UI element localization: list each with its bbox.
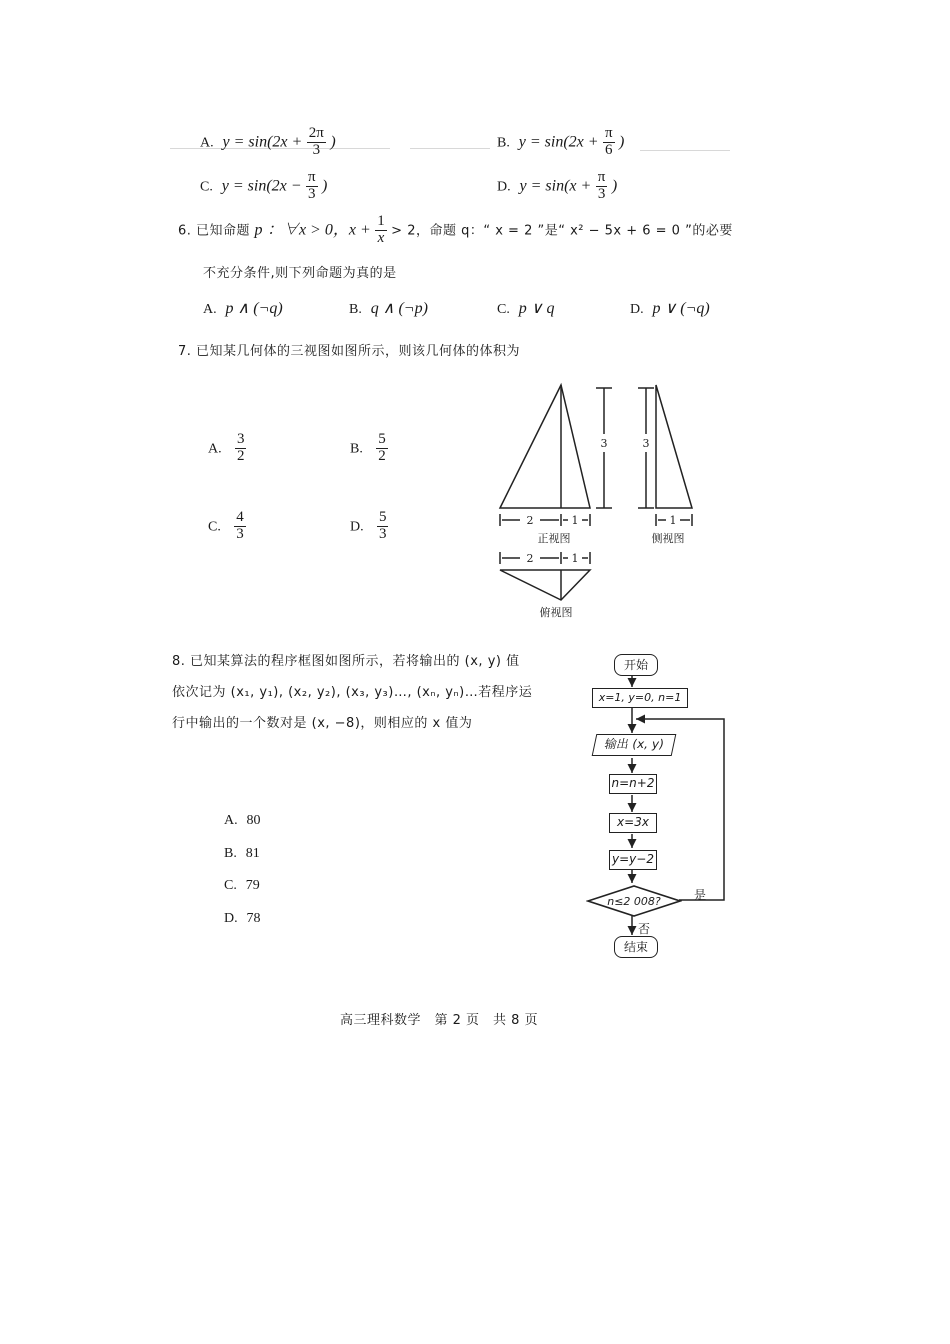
- option-label: C.: [208, 519, 221, 535]
- flow-step-y: y=y−2: [609, 850, 657, 870]
- three-view-figure: [490, 380, 710, 620]
- denominator: 3: [312, 141, 321, 158]
- flow-step-x: x=3x: [609, 813, 657, 833]
- q8-option-b: [224, 845, 260, 862]
- option-label: A.: [224, 813, 238, 828]
- top-width-left-label: 2: [526, 552, 534, 565]
- option-label: B.: [224, 846, 237, 861]
- option-label: D.: [350, 519, 364, 535]
- fraction: [377, 510, 389, 543]
- denominator: 2: [236, 447, 245, 464]
- denominator: 3: [236, 525, 244, 542]
- option-label: A.: [200, 135, 214, 151]
- formula-text: ): [611, 177, 618, 195]
- flow-no-label: 否: [638, 922, 651, 936]
- denominator: x: [377, 229, 385, 246]
- side-width-label: 1: [669, 514, 677, 527]
- formula-text: y = sin(2x −: [221, 177, 302, 195]
- numerator: π: [308, 169, 316, 185]
- front-view-caption: 正视图: [537, 532, 571, 545]
- q8-option-c: [224, 877, 260, 894]
- numerator: 4: [236, 509, 244, 525]
- option-label: A.: [203, 302, 217, 317]
- formula-text: ): [330, 133, 336, 151]
- numerator: 2π: [308, 125, 324, 141]
- question-text: > 2，命题 q：“ x = 2 ”是“ x² − 5x + 6 = 0 ”的必要: [391, 223, 733, 239]
- denominator: 3: [308, 185, 316, 202]
- denominator: 2: [378, 447, 386, 464]
- q8-stem-line3: 行中输出的一个数对是 (x, −8)，则相应的 x 值为: [172, 716, 473, 731]
- fraction: [234, 510, 246, 543]
- flow-init: x=1, y=0, n=1: [592, 688, 688, 708]
- q8-option-d: [224, 910, 261, 927]
- question-text: 6. 已知命题: [178, 223, 251, 239]
- q6-stem-line2: 不充分条件,则下列命题为真的是: [203, 266, 397, 281]
- q6-option-c: [497, 298, 554, 318]
- front-width-left-label: 2: [526, 514, 534, 527]
- option-value: 81: [245, 846, 260, 861]
- top-view-triangle: [500, 570, 590, 600]
- q6-option-a: [203, 298, 283, 318]
- formula-text: y = sin(2x +: [518, 133, 599, 151]
- q6-stem-line1: [178, 214, 733, 247]
- option-label: B.: [350, 441, 363, 457]
- flow-condition-text: n≤2 008?: [607, 895, 661, 908]
- flow-yes-label: 是: [694, 888, 707, 902]
- side-height-label: 3: [642, 437, 650, 450]
- front-height-label: 3: [600, 437, 608, 450]
- top-view-caption: 俯视图: [539, 606, 573, 619]
- formula-text: y = sin(x +: [519, 177, 592, 195]
- option-text: p ∧ (¬q): [225, 300, 283, 317]
- fraction: [596, 170, 608, 203]
- formula-text: ): [322, 177, 328, 195]
- denominator: 6: [605, 141, 613, 158]
- page-footer: 高三理科数学 第 2 页 共 8 页: [340, 1013, 539, 1028]
- numerator: 1: [377, 213, 385, 229]
- option-text: p ∨ (¬q): [652, 300, 710, 317]
- numerator: 5: [378, 431, 386, 447]
- fraction: [375, 214, 387, 247]
- fraction: [603, 126, 615, 159]
- flow-start: 开始: [614, 654, 658, 676]
- fraction: [376, 432, 388, 465]
- q5-option-c: [200, 170, 327, 203]
- fraction: [307, 126, 326, 159]
- numerator: 5: [378, 509, 387, 525]
- formula-text: y = sin(2x +: [222, 133, 303, 151]
- q5-option-b: [497, 126, 624, 159]
- side-view-caption: 侧视图: [651, 532, 685, 545]
- flow-condition-diamond: [586, 884, 682, 918]
- option-label: C.: [200, 179, 213, 195]
- q5-option-a: [200, 126, 336, 159]
- option-value: 80: [246, 813, 261, 828]
- option-label: D.: [497, 179, 511, 195]
- option-label: B.: [497, 135, 510, 151]
- option-label: C.: [497, 302, 510, 317]
- q8-stem-line2: 依次记为 (x₁, y₁), (x₂, y₂), (x₃, y₃)…, (xₙ, yₙ)…若程序运: [172, 685, 533, 700]
- flow-output: 输出 (x, y): [592, 734, 677, 756]
- q7-option-d: [350, 510, 388, 543]
- q5-option-d: [497, 170, 617, 203]
- q7-option-b: [350, 432, 388, 465]
- side-view-triangle: [656, 385, 692, 508]
- numerator: 3: [236, 431, 245, 447]
- numerator: π: [605, 125, 613, 141]
- option-value: 79: [245, 878, 260, 893]
- flow-step-n: n=n+2: [609, 774, 657, 794]
- flow-end: 结束: [614, 936, 658, 958]
- q7-stem: 7. 已知某几何体的三视图如图所示，则该几何体的体积为: [178, 344, 521, 359]
- fraction: [235, 432, 247, 465]
- option-label: D.: [224, 911, 238, 926]
- option-text: q ∧ (¬p): [370, 300, 428, 317]
- q6-option-d: [630, 298, 710, 318]
- front-width-right-label: 1: [571, 514, 579, 527]
- q8-stem-line1: 8. 已知某算法的程序框图如图所示，若将输出的 (x, y) 值: [172, 654, 520, 669]
- q7-option-a: [208, 432, 246, 465]
- fraction: [306, 170, 318, 203]
- q7-option-c: [208, 510, 246, 543]
- option-label: D.: [630, 302, 644, 317]
- option-label: C.: [224, 878, 237, 893]
- front-view-triangle: [500, 385, 590, 508]
- proposition-p: p: [254, 221, 263, 239]
- option-text: p ∨ q: [518, 300, 555, 317]
- formula-text: ): [619, 133, 625, 151]
- q6-option-b: [349, 298, 428, 318]
- q8-option-a: [224, 812, 261, 829]
- denominator: 3: [378, 525, 387, 542]
- numerator: π: [597, 169, 606, 185]
- option-label: A.: [208, 441, 222, 457]
- top-width-right-label: 1: [571, 552, 579, 565]
- question-text: ：∀x > 0，x +: [266, 221, 371, 239]
- option-label: B.: [349, 302, 362, 317]
- option-value: 78: [246, 911, 261, 926]
- denominator: 3: [597, 185, 606, 202]
